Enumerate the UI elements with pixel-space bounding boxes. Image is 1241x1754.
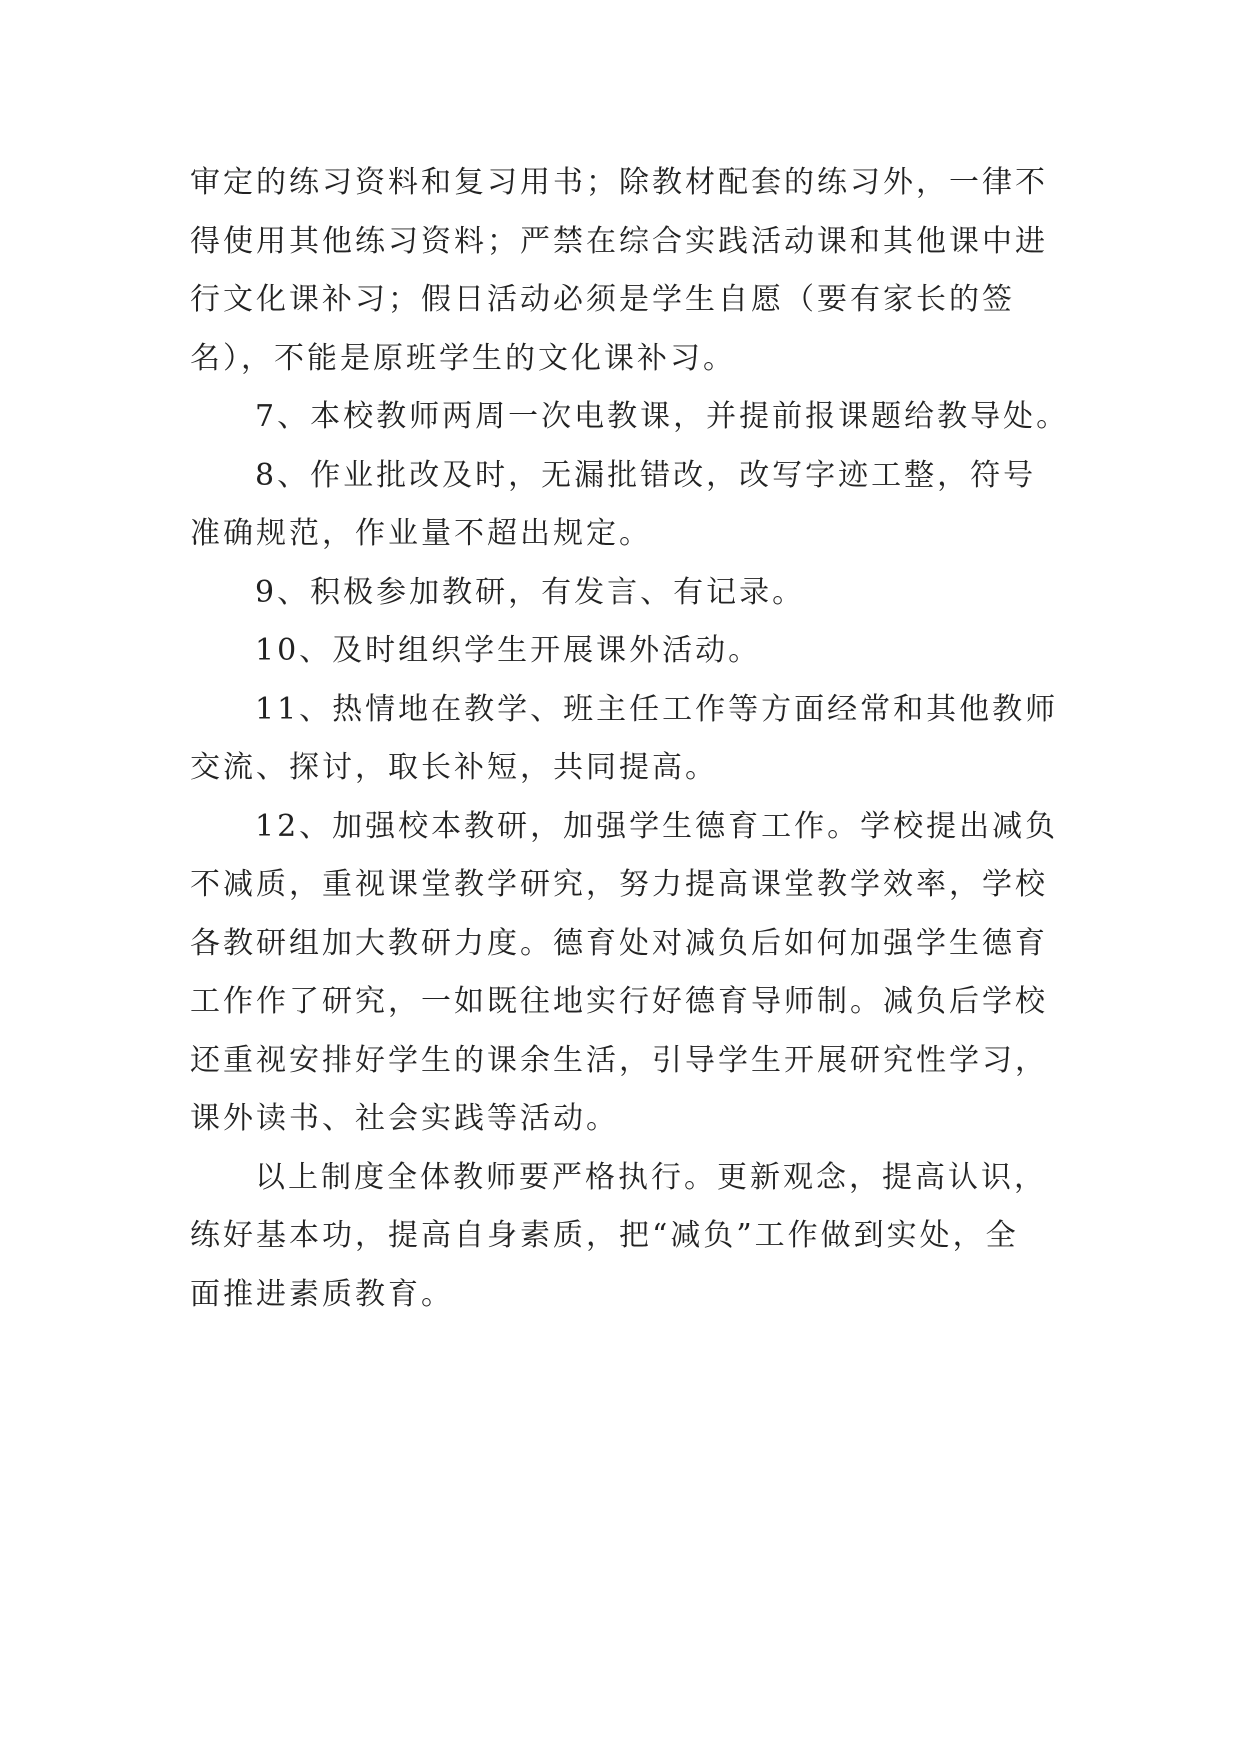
text-line: 审定的练习资料和复习用书；除教材配套的练习外，一律不 [190,165,1048,200]
text-line: 工作作了研究，一如既往地实行好德育导师制。减负后学校 [190,984,1048,1019]
text-line: 7、本校教师两周一次电教课，并提前报课题给教导处。 [255,399,1070,434]
text-line: 得使用其他练习资料；严禁在综合实践活动课和其他课中进 [190,224,1048,259]
text-line: 名），不能是原班学生的文化课补习。 [190,341,736,376]
text-line: 9、积极参加教研，有发言、有记录。 [255,575,806,610]
text-line: 各教研组加大教研力度。德育处对减负后如何加强学生德育 [190,926,1048,961]
text-line: 8、作业批改及时，无漏批错改，改写字迹工整，符号 [255,458,1037,493]
text-line: 课外读书、社会实践等活动。 [190,1101,619,1136]
text-line: 10、及时组织学生开展课外活动。 [255,633,762,668]
text-line: 12、加强校本教研，加强学生德育工作。学校提出减负 [255,809,1059,844]
text-line: 还重视安排好学生的课余生活，引导学生开展研究性学习， [190,1043,1048,1078]
text-line: 面推进素质教育。 [190,1277,454,1312]
text-line: 不减质，重视课堂教学研究，努力提高课堂教学效率，学校 [190,867,1048,902]
text-line: 行文化课补习；假日活动必须是学生自愿（要有家长的签 [190,282,1015,317]
text-line: 交流、探讨，取长补短，共同提高。 [190,750,718,785]
text-line: 练好基本功，提高自身素质，把“减负”工作做到实处，全 [190,1218,1019,1253]
text-line: 准确规范，作业量不超出规定。 [190,516,652,551]
text-line: 以上制度全体教师要严格执行。更新观念，提高认识， [255,1160,1047,1195]
text-line: 11、热情地在教学、班主任工作等方面经常和其他教师 [255,692,1059,727]
